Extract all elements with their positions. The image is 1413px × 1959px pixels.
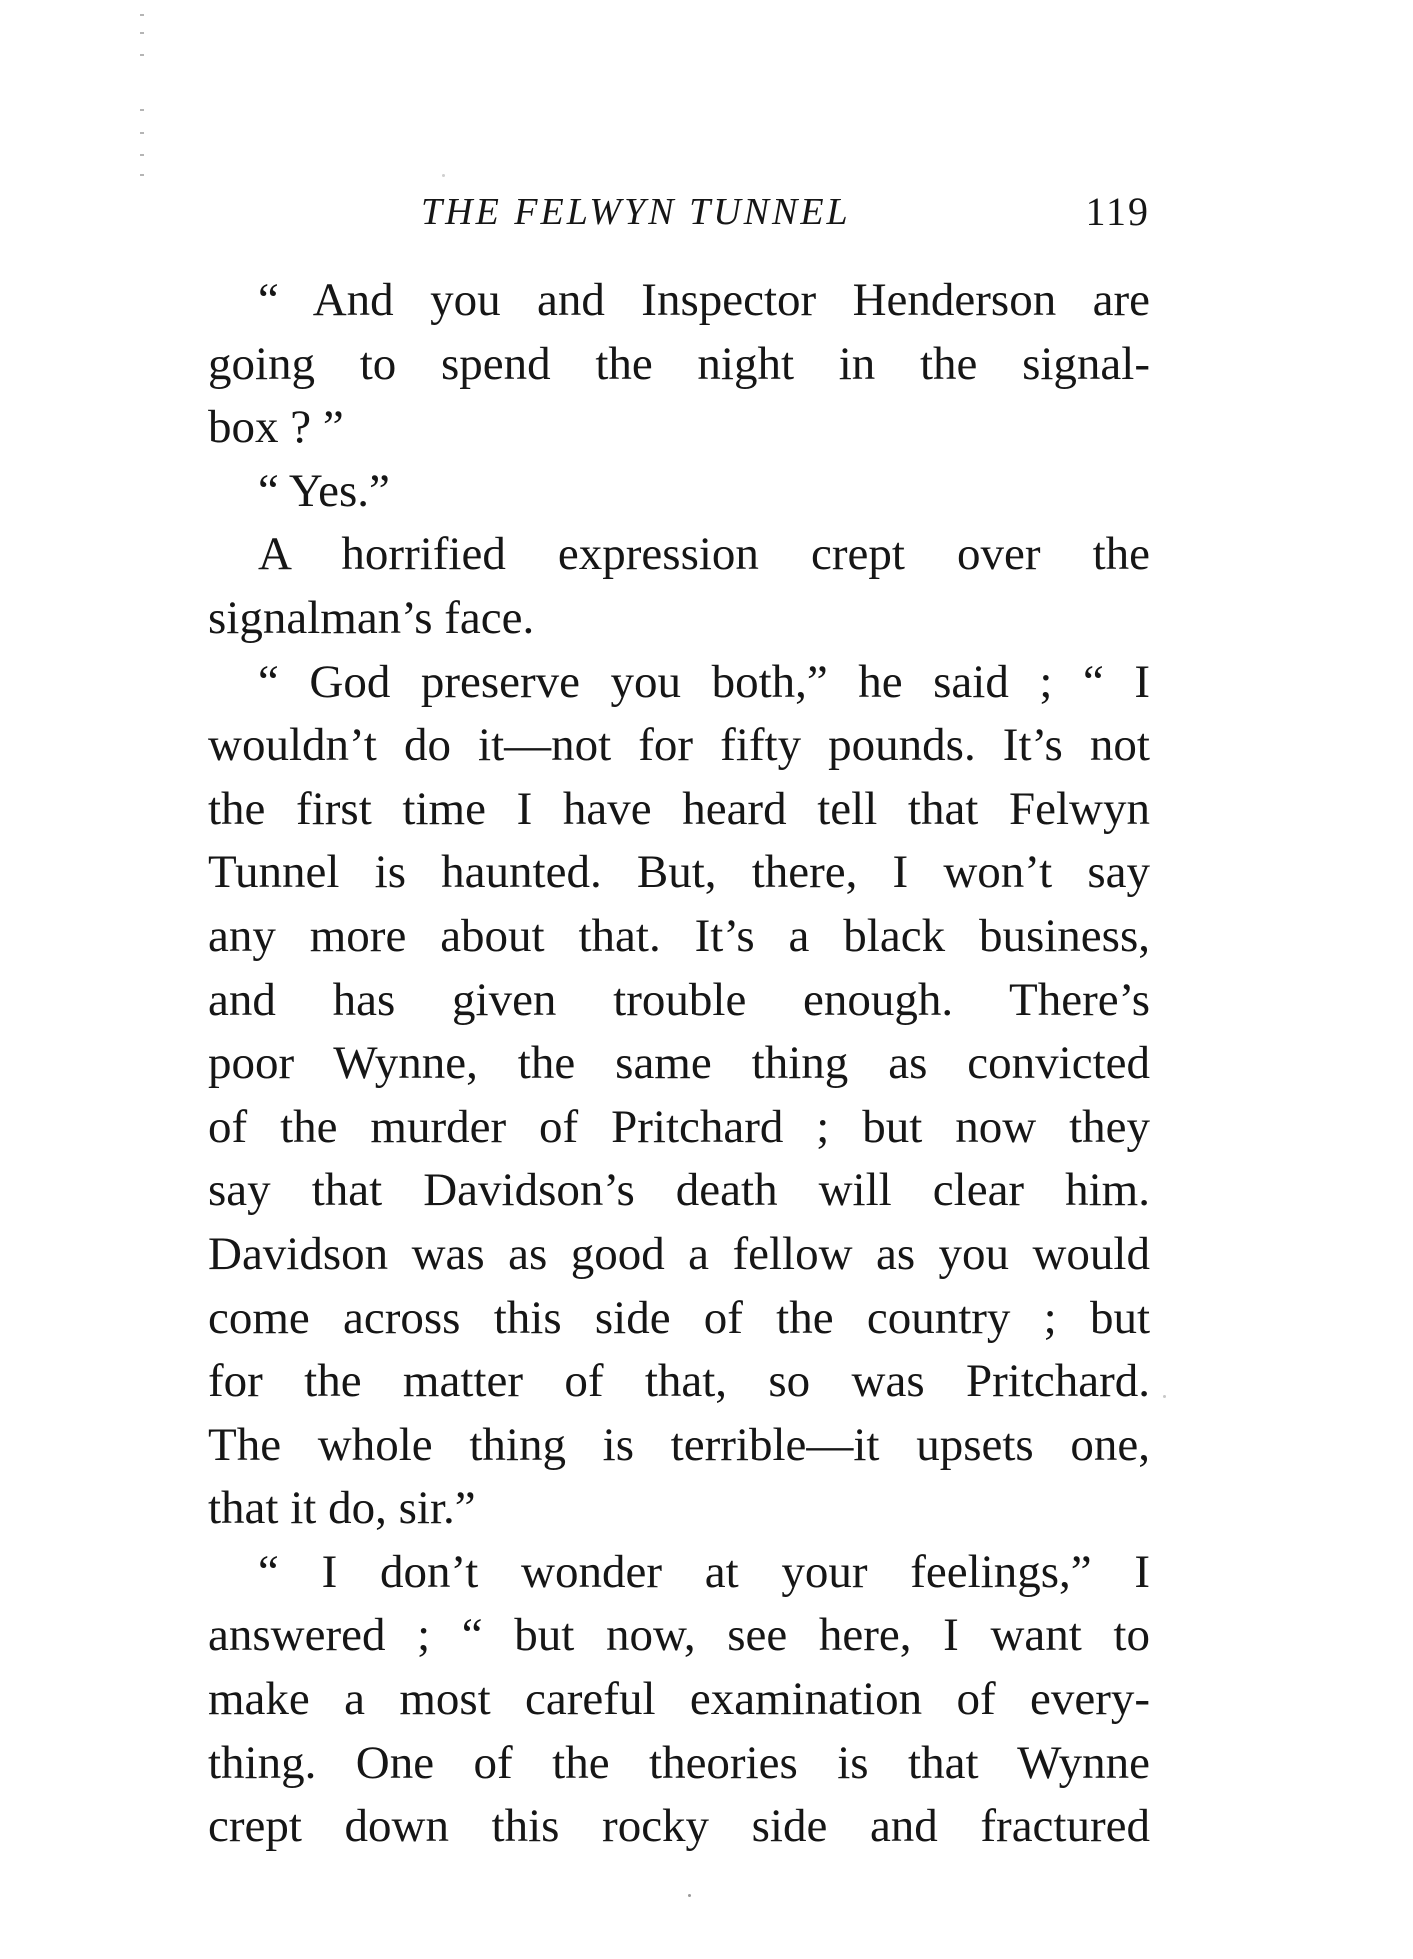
- text-line: for the matter of that, so was Pritchard.: [208, 1355, 1150, 1408]
- text-line: “ God preserve you both,” he said ; “ I: [258, 655, 1150, 708]
- text-line: come across this side of the country ; but: [208, 1291, 1150, 1344]
- text-line: any more about that. It’s a black business,: [208, 909, 1150, 962]
- text-line: poor Wynne, the same thing as convicted: [208, 1037, 1150, 1090]
- text-line: box ? ”: [208, 401, 344, 454]
- paper-speck: [688, 1894, 691, 1897]
- text-line: Tunnel is haunted. But, there, I won’t say: [208, 846, 1150, 899]
- text-line: signalman’s face.: [208, 591, 535, 644]
- text-line: A horrified expression crept over the: [258, 528, 1150, 581]
- paper-speck: [442, 174, 445, 177]
- running-head: [208, 186, 1150, 238]
- text-line: say that Davidson’s death will clear him.: [208, 1164, 1150, 1217]
- body-text: [208, 269, 1150, 1859]
- text-line: and has given trouble enough. There’s: [208, 973, 1150, 1026]
- text-line: going to spend the night in the signal-: [208, 337, 1150, 390]
- text-line: answered ; “ but now, see here, I want to: [208, 1609, 1150, 1662]
- text-line: the first time I have heard tell that Felwyn: [208, 782, 1150, 835]
- page-edge-marks: [140, 14, 170, 184]
- text-line: thing. One of the theories is that Wynne: [208, 1736, 1150, 1789]
- page-number: 119: [1085, 189, 1150, 234]
- text-line: wouldn’t do it—not for fifty pounds. It’s not: [208, 719, 1150, 772]
- running-title: THE FELWYN TUNNEL: [421, 191, 851, 233]
- text-line: “ I don’t wonder at your feelings,” I: [258, 1545, 1150, 1598]
- text-line: crept down this rocky side and fractured: [208, 1800, 1150, 1853]
- text-line: make a most careful examination of every-: [208, 1673, 1150, 1726]
- paper-speck: [1163, 1395, 1166, 1398]
- text-line: of the murder of Pritchard ; but now they: [208, 1100, 1150, 1153]
- text-line: Davidson was as good a fellow as you would: [208, 1227, 1150, 1280]
- text-line: that it do, sir.”: [208, 1482, 476, 1535]
- text-line: “ Yes.”: [258, 464, 390, 517]
- text-line: “ And you and Inspector Henderson are: [258, 274, 1150, 326]
- text-line: The whole thing is terrible—it upsets one,: [208, 1418, 1150, 1471]
